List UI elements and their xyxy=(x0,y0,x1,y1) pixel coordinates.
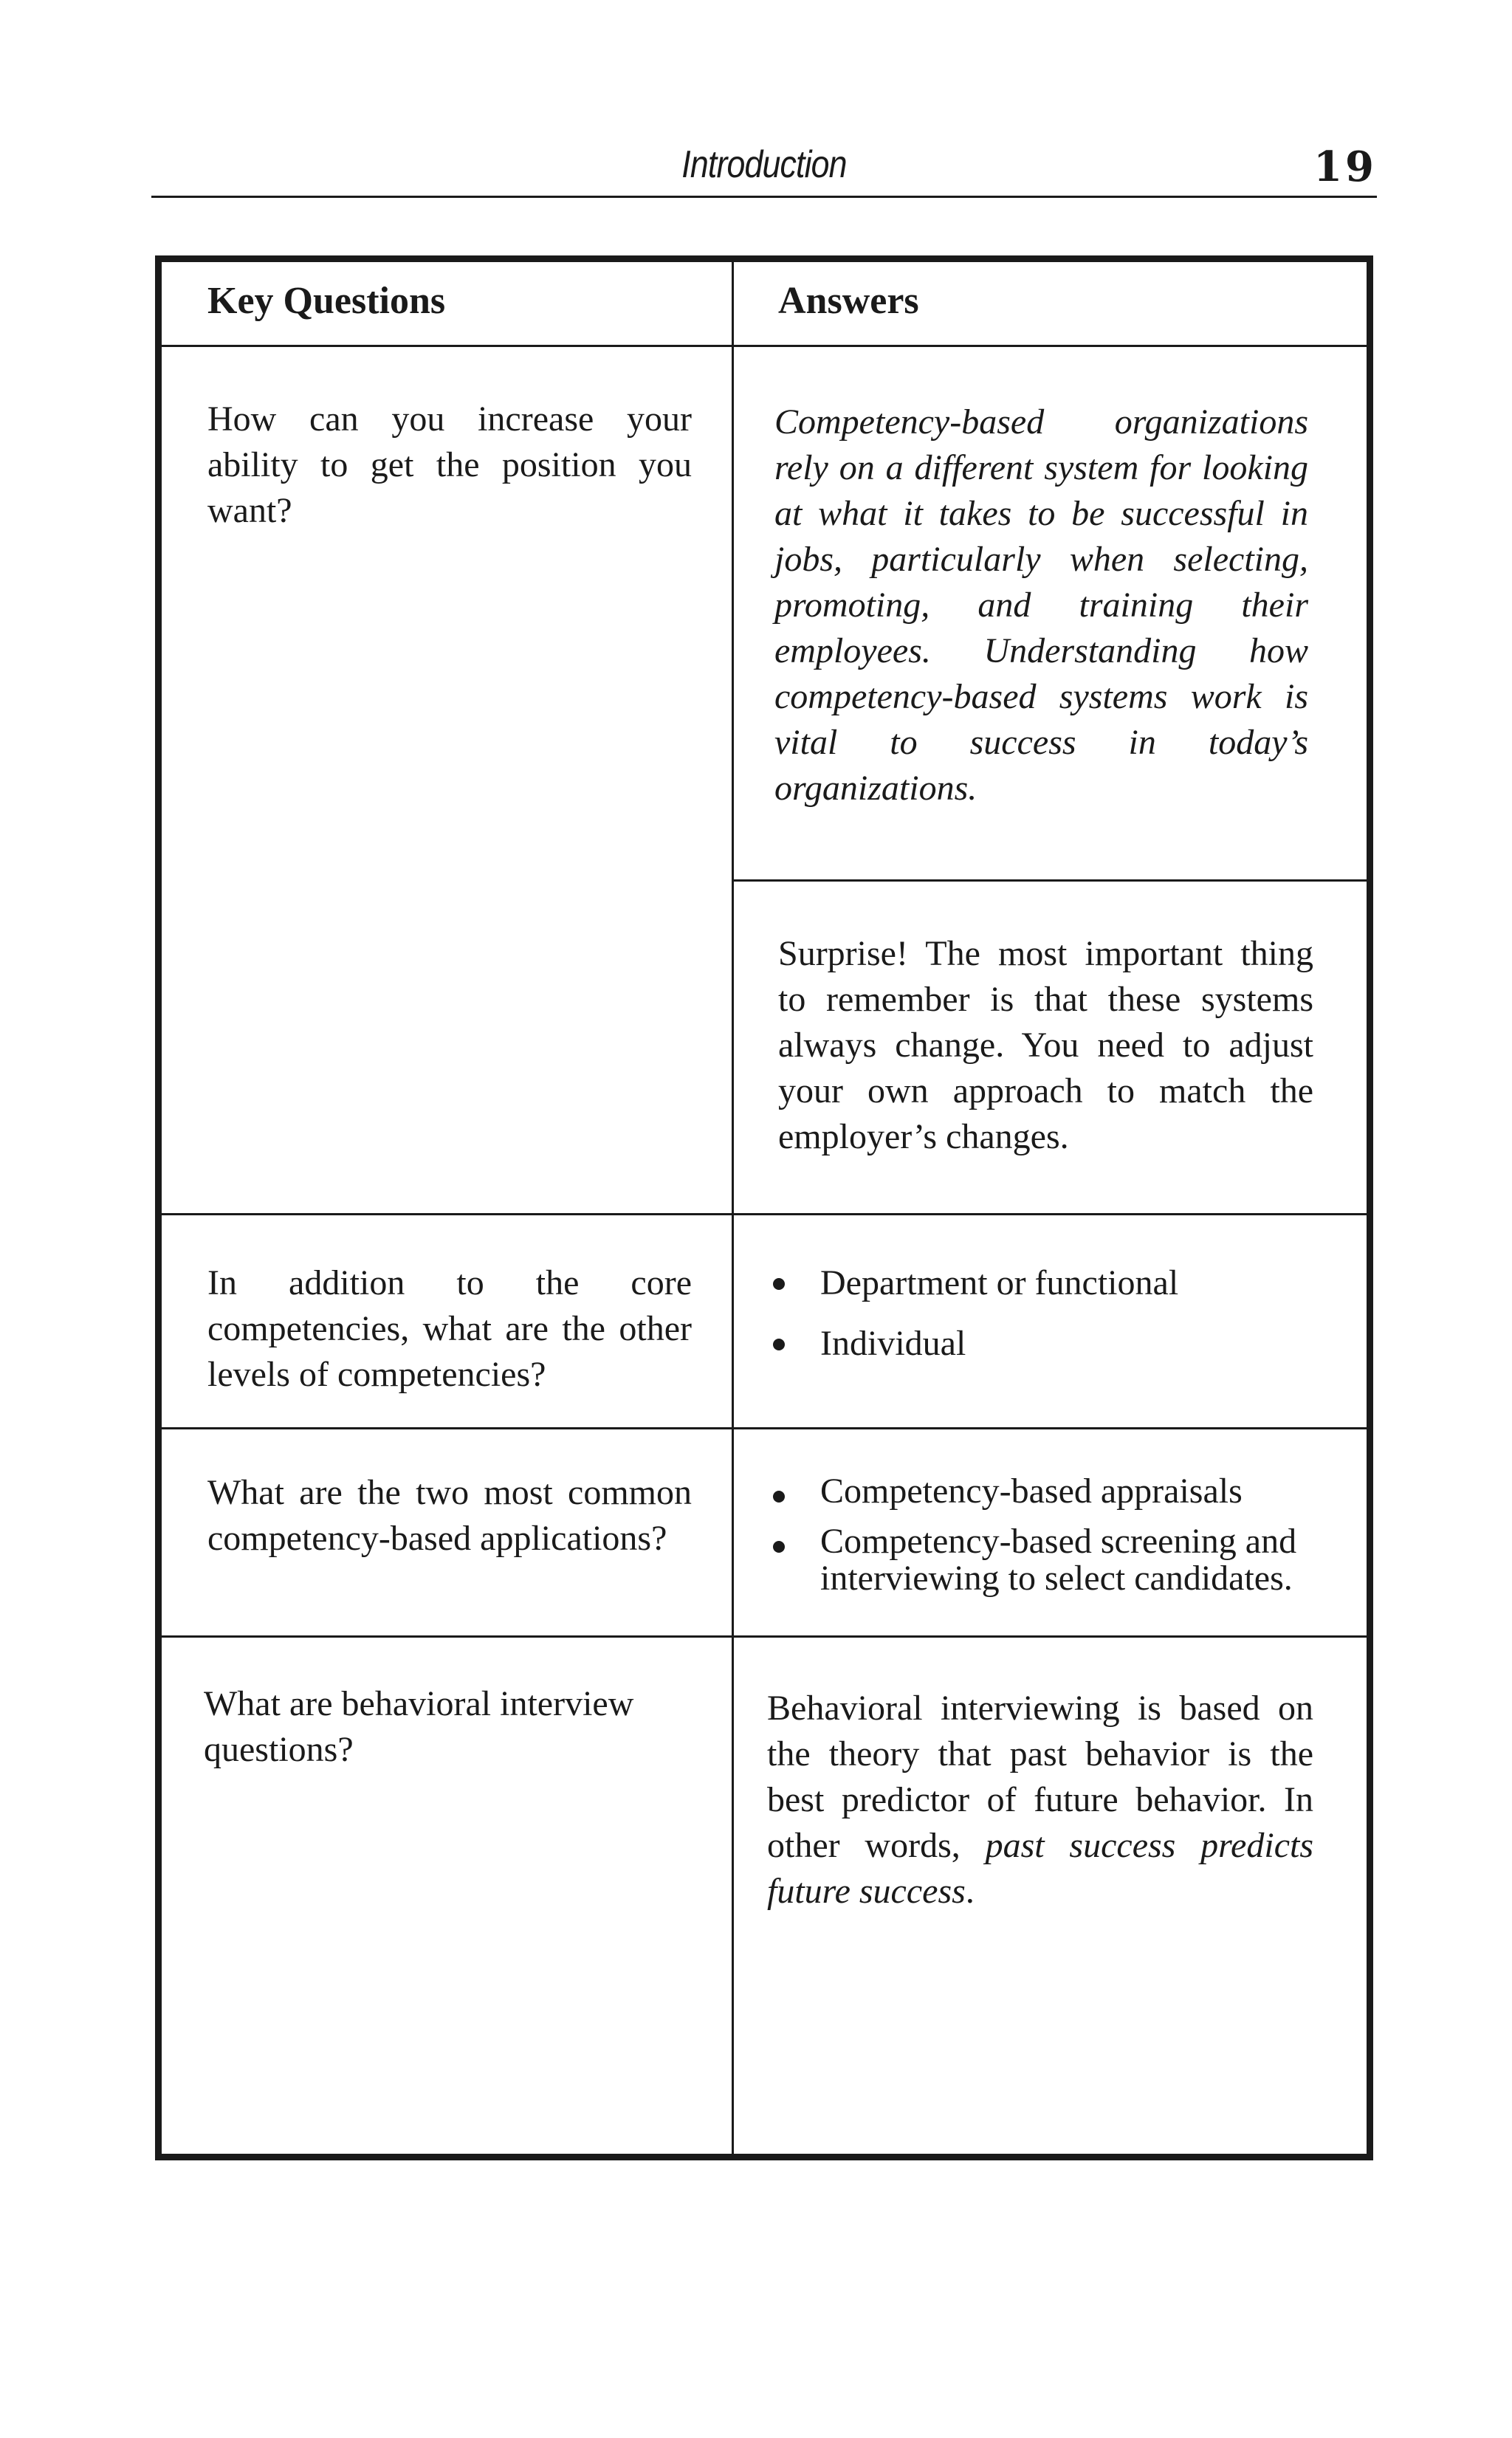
header-answers: Answers xyxy=(778,280,919,322)
running-title: Introduction xyxy=(681,143,847,186)
answer-1b: Surprise! The most important thing to remember is that these systems always change. You need to adjust your own approach to match the employer’s changes. xyxy=(778,934,1313,1156)
key-questions-table xyxy=(155,255,1373,2160)
question-4: What are behavioral interview questions? xyxy=(204,1684,634,1769)
answer-3-list xyxy=(772,1473,1347,1597)
header-divider xyxy=(162,345,1367,347)
question-2: In addition to the core competencies, what are the other levels of competencies? xyxy=(207,1263,692,1394)
page-number: 19 xyxy=(1313,142,1377,191)
list-item: Competency-based screening and interviewing to select candidates. xyxy=(772,1523,1347,1597)
answer-1a: Competency-based organizations rely on a different system for looking at what it takes to be successful in jobs, particularly when selecting, promoting, and training their employees. Understanding how competency-based systems work is vital to success in today’s organizations. xyxy=(774,402,1308,808)
answer-4-end: . xyxy=(965,1872,975,1911)
row-divider-1 xyxy=(162,1213,1367,1215)
answer-2-list xyxy=(772,1260,1340,1367)
header-key-questions: Key Questions xyxy=(207,280,446,322)
answer-3 xyxy=(772,1473,1347,1597)
running-head xyxy=(151,137,1377,198)
column-divider xyxy=(732,262,734,2154)
question-1: How can you increase your ability to get the position you want? xyxy=(207,399,692,530)
answer-4 xyxy=(767,1686,1313,1915)
answer-4-emphasis: past success predicts future success xyxy=(767,1826,1314,1911)
answer-2 xyxy=(772,1260,1340,1367)
list-item: Individual xyxy=(772,1321,1340,1367)
answer-4-text: Behavioral interviewing is based on the theory that past behavior is the best predictor of future behavior. In other words, xyxy=(767,1689,1313,1865)
row-divider-3 xyxy=(162,1635,1367,1638)
answer-split-divider xyxy=(732,879,1367,882)
row-divider-2 xyxy=(162,1427,1367,1429)
list-item: Department or functional xyxy=(772,1260,1340,1306)
list-item: Competency-based appraisals xyxy=(772,1473,1347,1510)
question-3: What are the two most common competency-based applications? xyxy=(207,1473,692,1558)
